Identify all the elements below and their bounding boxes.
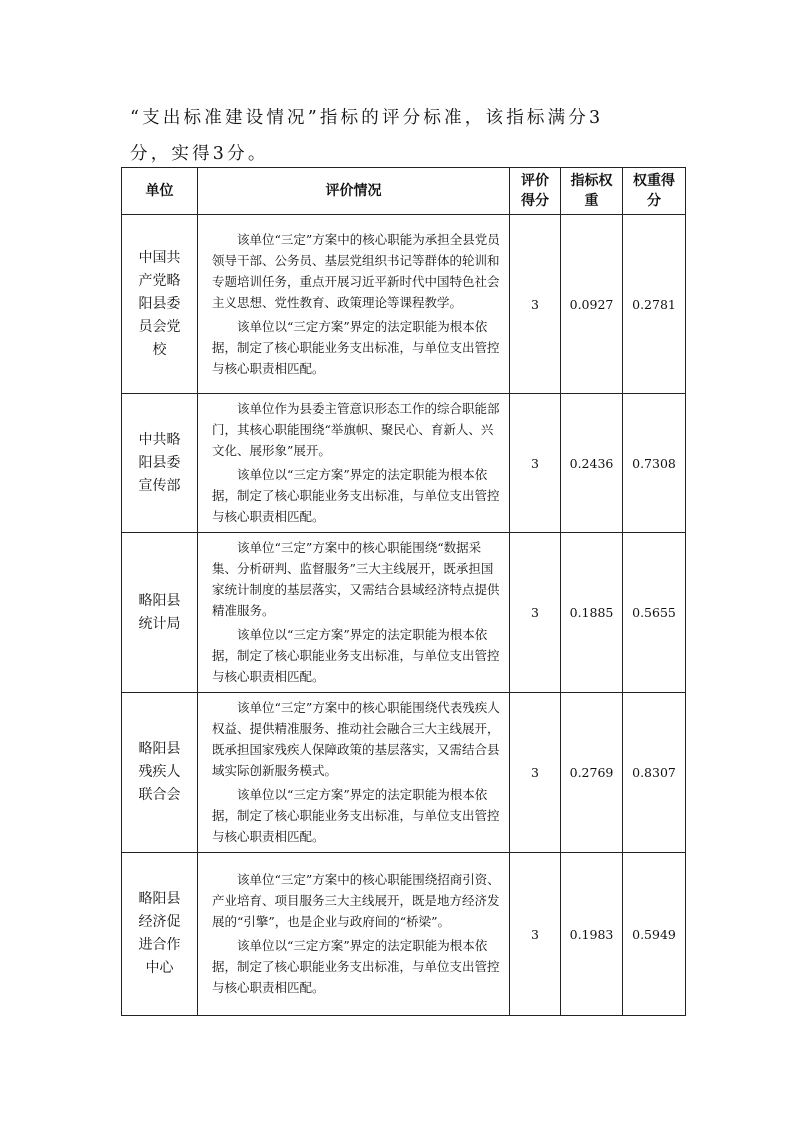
weight-cell: 0.1983 xyxy=(561,853,623,1016)
evaluation-paragraph: 该单位以“三定方案”界定的法定职能为根本依据，制定了核心职能业务支出标准，与单位支出管控与核心职责相匹配。 xyxy=(212,318,500,376)
evaluation-paragraph: 该单位以“三定方案”界定的法定职能为根本依据，制定了核心职能业务支出标准，与单位支出管控与核心职责相匹配。 xyxy=(212,787,500,844)
header-unit: 单位 xyxy=(122,168,198,215)
table-row xyxy=(122,693,686,853)
unit-cell: 略阳县经济促进合作中心 xyxy=(122,853,198,1016)
weight-cell: 0.2436 xyxy=(561,394,623,533)
score-cell: 3 xyxy=(510,394,561,533)
intro-line-2: 分，实得3分。 xyxy=(130,144,269,164)
table-row xyxy=(122,215,686,394)
evaluation-cell xyxy=(198,215,510,394)
unit-cell: 中共略阳县委宣传部 xyxy=(122,394,198,533)
evaluation-cell xyxy=(198,853,510,1016)
table-row xyxy=(122,533,686,693)
weighted-score-cell: 0.5655 xyxy=(623,533,686,693)
score-cell: 3 xyxy=(510,215,561,394)
weight-cell: 0.1885 xyxy=(561,533,623,693)
weight-cell: 0.2769 xyxy=(561,693,623,853)
score-cell: 3 xyxy=(510,693,561,853)
table-row xyxy=(122,853,686,1016)
weighted-score-cell: 0.7308 xyxy=(623,394,686,533)
evaluation-table xyxy=(121,167,686,1016)
score-cell: 3 xyxy=(510,853,561,1016)
evaluation-paragraph: 该单位作为县委主管意识形态工作的综合职能部门，其核心职能围绕“举旗帜、聚民心、育新人、兴文化、展形象”展开。 xyxy=(212,401,500,458)
table-row xyxy=(122,394,686,533)
evaluation-cell xyxy=(198,693,510,853)
evaluation-paragraph: 该单位“三定”方案中的核心职能围绕招商引资、产业培育、项目服务三大主线展开，既是地方经济发展的“引擎”，也是企业与政府间的“桥梁”。 xyxy=(212,872,500,929)
table-header-row xyxy=(122,168,686,215)
evaluation-cell xyxy=(198,533,510,693)
header-weighted-score: 权重得分 xyxy=(623,168,686,215)
header-score: 评价得分 xyxy=(510,168,561,215)
header-evaluation: 评价情况 xyxy=(198,168,510,215)
intro-text xyxy=(130,100,670,172)
header-weight: 指标权重 xyxy=(561,168,623,215)
evaluation-paragraph: 该单位“三定”方案中的核心职能围绕代表残疾人权益、提供精准服务、推动社会融合三大主线展开，既承担国家残疾人保障政策的基层落实，又需结合县域实际创新服务模式。 xyxy=(212,700,500,778)
unit-cell: 略阳县残疾人联合会 xyxy=(122,693,198,853)
evaluation-paragraph: 该单位以“三定方案”界定的法定职能为根本依据，制定了核心职能业务支出标准，与单位支出管控与核心职责相匹配。 xyxy=(212,627,500,684)
intro-line-1: “支出标准建设情况”指标的评分标准，该指标满分3 xyxy=(130,108,604,128)
unit-cell: 略阳县统计局 xyxy=(122,533,198,693)
evaluation-paragraph: 该单位“三定”方案中的核心职能为承担全县党员领导干部、公务员、基层党组织书记等群体的轮训和专题培训任务，重点开展习近平新时代中国特色社会主义思想、党性教育、政策理论等课程教学。 xyxy=(212,231,500,310)
weight-cell: 0.0927 xyxy=(561,215,623,394)
weighted-score-cell: 0.2781 xyxy=(623,215,686,394)
score-cell: 3 xyxy=(510,533,561,693)
evaluation-paragraph: 该单位以“三定方案”界定的法定职能为根本依据，制定了核心职能业务支出标准，与单位支出管控与核心职责相匹配。 xyxy=(212,467,500,524)
evaluation-paragraph: 该单位“三定”方案中的核心职能围绕“数据采集、分析研判、监督服务”三大主线展开，既承担国家统计制度的基层落实，又需结合县域经济特点提供精准服务。 xyxy=(212,540,500,618)
evaluation-paragraph: 该单位以“三定方案”界定的法定职能为根本依据，制定了核心职能业务支出标准，与单位支出管控与核心职责相匹配。 xyxy=(212,938,500,995)
weighted-score-cell: 0.5949 xyxy=(623,853,686,1016)
evaluation-cell xyxy=(198,394,510,533)
weighted-score-cell: 0.8307 xyxy=(623,693,686,853)
unit-cell: 中国共产党略阳县委员会党校 xyxy=(122,215,198,394)
